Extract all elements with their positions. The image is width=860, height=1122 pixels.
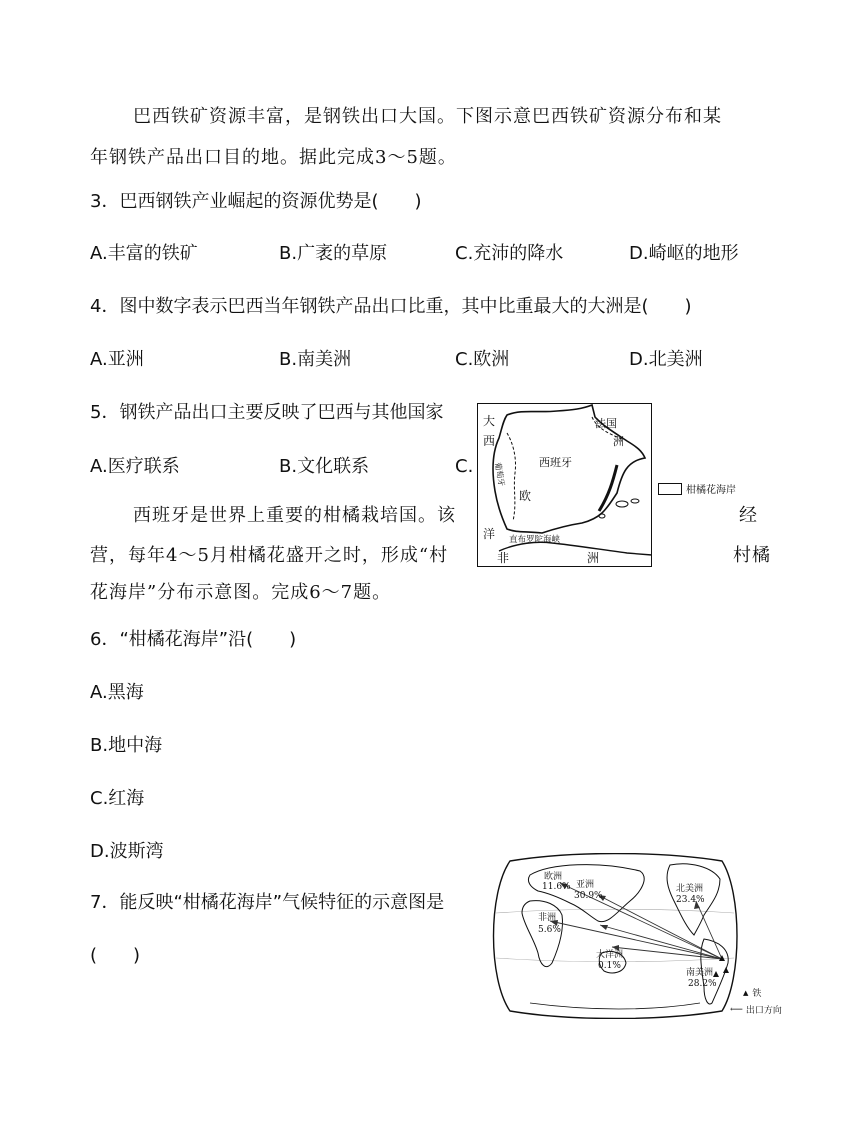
- africa-label-2: 洲: [587, 551, 600, 565]
- q6-option-a[interactable]: A.黑海: [90, 682, 144, 703]
- oceania-pct: 0.1%: [598, 961, 621, 971]
- q4-option-d[interactable]: D.北美洲: [629, 349, 703, 370]
- europe-label: 欧: [519, 489, 532, 503]
- arrow-left-icon: ⟵: [730, 1004, 743, 1015]
- spain-map-svg: [477, 403, 652, 567]
- question-6-stem: 6．“柑橘花海岸”沿( ): [90, 629, 297, 650]
- q6-option-d[interactable]: D.波斯湾: [90, 841, 164, 862]
- iron-legend-label: 铁: [752, 989, 762, 999]
- q5-option-c[interactable]: C.: [455, 456, 474, 477]
- france-label: 法国: [595, 417, 617, 430]
- oceania-label: 大洋洲: [596, 950, 624, 960]
- intro1-line2: 年钢铁产品出口目的地。据此完成3～5题。: [90, 147, 457, 168]
- atlantic-label-2: 西: [483, 434, 496, 448]
- world-map-svg: [490, 853, 740, 1019]
- q4-option-c[interactable]: C.欧洲: [455, 349, 510, 370]
- spain-map: [477, 403, 652, 567]
- africa-label-1: 非: [497, 551, 510, 565]
- europe-pct: 11.6%: [542, 882, 571, 892]
- q3-option-c[interactable]: C.充沛的降水: [455, 243, 564, 264]
- iron-legend: [743, 986, 761, 999]
- intro2-line1b: 经: [739, 505, 758, 526]
- portugal-label: 葡萄牙: [493, 461, 507, 487]
- spain-label: 西班牙: [539, 456, 572, 469]
- export-legend-label: 出口方向: [745, 1006, 782, 1016]
- africa-label: 非洲: [538, 913, 557, 923]
- q6-option-b[interactable]: B.地中海: [90, 735, 163, 756]
- atlantic-label-3: 洋: [483, 527, 496, 541]
- export-legend: [730, 1003, 782, 1016]
- north-america-pct: 23.4%: [676, 895, 705, 905]
- atlantic-label-1: 大: [483, 414, 496, 428]
- asia-pct: 30.9%: [574, 891, 603, 901]
- q3-option-b[interactable]: B.广袤的草原: [279, 243, 388, 264]
- gibraltar-label: 直布罗陀海峡: [509, 535, 561, 545]
- world-export-map: [490, 853, 740, 1019]
- citrus-coast-legend: [658, 481, 736, 496]
- q3-option-a[interactable]: A.丰富的铁矿: [90, 243, 198, 264]
- q5-option-a[interactable]: A.医疗联系: [90, 456, 180, 477]
- question-7-stem: 7．能反映“柑橘花海岸”气候特征的示意图是: [90, 892, 445, 913]
- q4-option-a[interactable]: A.亚洲: [90, 349, 144, 370]
- triangle-icon: ▲: [743, 988, 749, 997]
- intro2-line3: 花海岸”分布示意图。完成6～7题。: [90, 582, 392, 603]
- question-4-stem: 4．图中数字表示巴西当年钢铁产品出口比重，其中比重最大的大洲是( ): [90, 296, 692, 317]
- france-continent-label: 洲: [613, 435, 624, 448]
- south-america-label: 南美洲: [686, 968, 714, 978]
- asia-label: 亚洲: [576, 880, 595, 890]
- question-3-stem: 3．巴西钢铁产业崛起的资源优势是( ): [90, 191, 422, 212]
- europe-label: 欧洲: [544, 872, 563, 882]
- question-5-stem: 5．钢铁产品出口主要反映了巴西与其他国家: [90, 402, 444, 423]
- legend-swatch: [658, 483, 682, 495]
- north-america-label: 北美洲: [676, 884, 704, 894]
- legend-label: 柑橘花海岸: [686, 485, 736, 496]
- question-7-stem-line2: ( ): [90, 945, 141, 966]
- q3-option-d[interactable]: D.崎岖的地形: [629, 243, 739, 264]
- intro2-line2b: 村橘: [733, 545, 771, 566]
- q5-option-b[interactable]: B.文化联系: [279, 456, 370, 477]
- africa-pct: 5.6%: [538, 925, 561, 935]
- q4-option-b[interactable]: B.南美洲: [279, 349, 352, 370]
- south-america-pct: 28.2%: [688, 979, 717, 989]
- intro2-line1a: 西班牙是世界上重要的柑橘栽培国。该: [133, 505, 456, 526]
- q6-option-c[interactable]: C.红海: [90, 788, 145, 809]
- intro1-line1: 巴西铁矿资源丰富，是钢铁出口大国。下图示意巴西铁矿资源分布和某: [133, 106, 722, 127]
- intro2-line2a: 营，每年4～5月柑橘花盛开之时，形成“村: [90, 545, 449, 566]
